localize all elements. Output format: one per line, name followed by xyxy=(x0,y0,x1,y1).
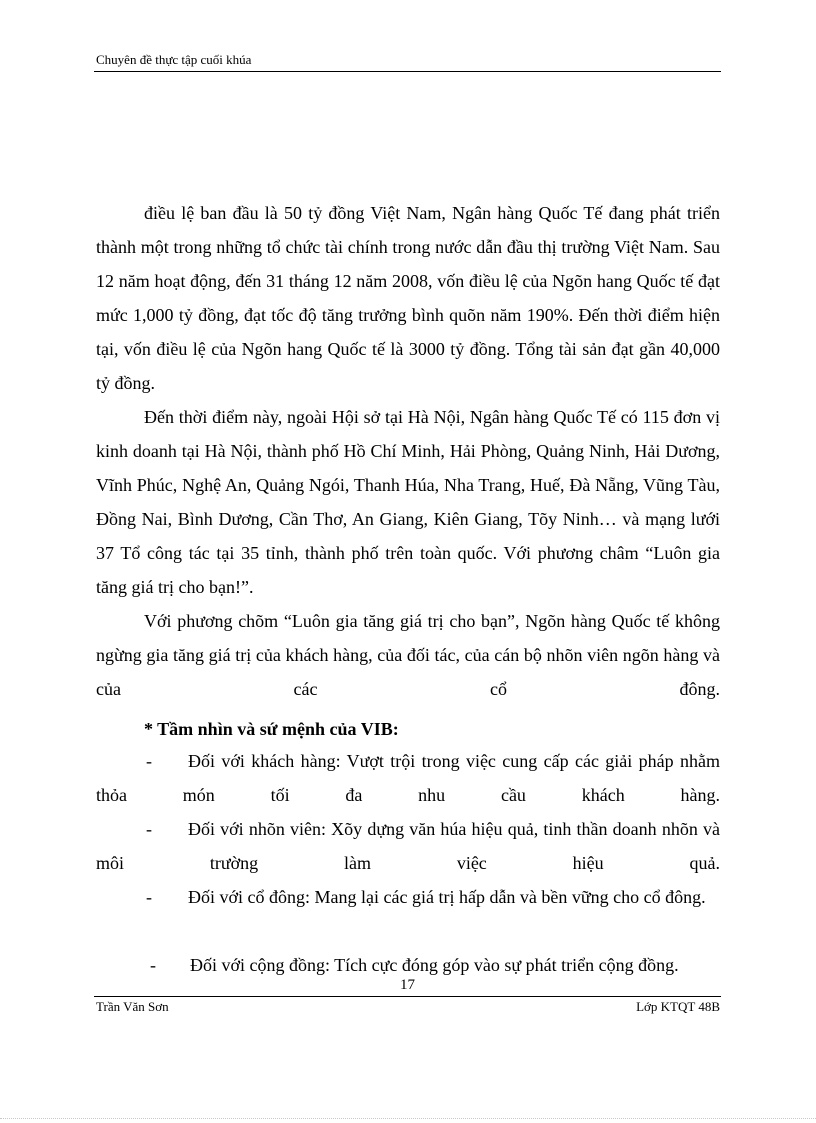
bullet-community: Đối với cộng đồng: Tích cực đóng góp vào sự phát triển cộng đồng. xyxy=(190,955,679,975)
page-bottom-border xyxy=(0,1118,816,1119)
bullet-dash: - xyxy=(146,887,152,907)
bullet-dash: - xyxy=(150,955,156,975)
bullet-customers: Đối với khách hàng: Vượt trội trong việc cung cấp các giải pháp nhằm thỏa món tối đa nhu cầu khách hàng. xyxy=(96,751,720,805)
paragraph-capital: điều lệ ban đầu là 50 tỷ đồng Việt Nam, Ngân hàng Quốc Tế đang phát triển thành một trong những tổ chức tài chính trong nước dẫn đầu thị trường Việt Nam. Sau 12 năm hoạt động, đến 31 tháng 12 năm 2008, vốn điều lệ của Ngõn hang Quốc tế đạt mức 1,000 tỷ đồng, đạt tốc độ tăng trưởng bình quõn năm 190%. Đến thời điểm hiện tại, vốn điều lệ của Ngõn hang Quốc tế là 3000 tỷ đồng. Tổng tài sản đạt gần 40,000 tỷ đồng. xyxy=(96,203,720,393)
footer-class: Lớp KTQT 48B xyxy=(636,999,720,1014)
bullet-shareholders: Đối với cổ đông: Mang lại các giá trị hấp dẫn và bền vững cho cổ đông. xyxy=(188,887,706,907)
header-divider xyxy=(94,71,721,72)
footer-divider xyxy=(94,996,721,997)
header-title: Chuyên đề thực tập cuối khúa xyxy=(96,52,252,67)
bullet-dash: - xyxy=(146,751,152,771)
bullet-employees: Đối với nhõn viên: Xõy dựng văn húa hiệu quả, tinh thần doanh nhõn và môi trường làm việc hiệu quả. xyxy=(96,819,720,873)
paragraph-network: Đến thời điểm này, ngoài Hội sở tại Hà Nội, Ngân hàng Quốc Tế có 115 đơn vị kinh doanh tại Hà Nội, thành phố Hồ Chí Minh, Hải Phòng, Quảng Ninh, Hải Dương, Vĩnh Phúc, Nghệ An, Quảng Ngói, Thanh Húa, Nha Trang, Huế, Đà Nẵng, Vũng Tàu, Đồng Nai, Bình Dương, Cần Thơ, An Giang, Kiên Giang, Tõy Ninh… và mạng lưới 37 Tổ công tác tại 35 tỉnh, thành phố trên toàn quốc. Với phương châm “Luôn gia tăng giá trị cho bạn!”. xyxy=(96,407,720,597)
bullet-dash: - xyxy=(146,819,152,839)
page-number: 17 xyxy=(400,977,415,993)
footer-author: Trần Văn Sơn xyxy=(96,999,169,1014)
paragraph-motto: Với phương chõm “Luôn gia tăng giá trị cho bạn”, Ngõn hàng Quốc tế không ngừng gia tăng giá trị của khách hàng, của đối tác, của cán bộ nhõn viên ngõn hàng và của các cổ đông. xyxy=(96,611,720,699)
section-heading-vision: * Tầm nhìn và sứ mệnh của VIB: xyxy=(144,719,399,739)
